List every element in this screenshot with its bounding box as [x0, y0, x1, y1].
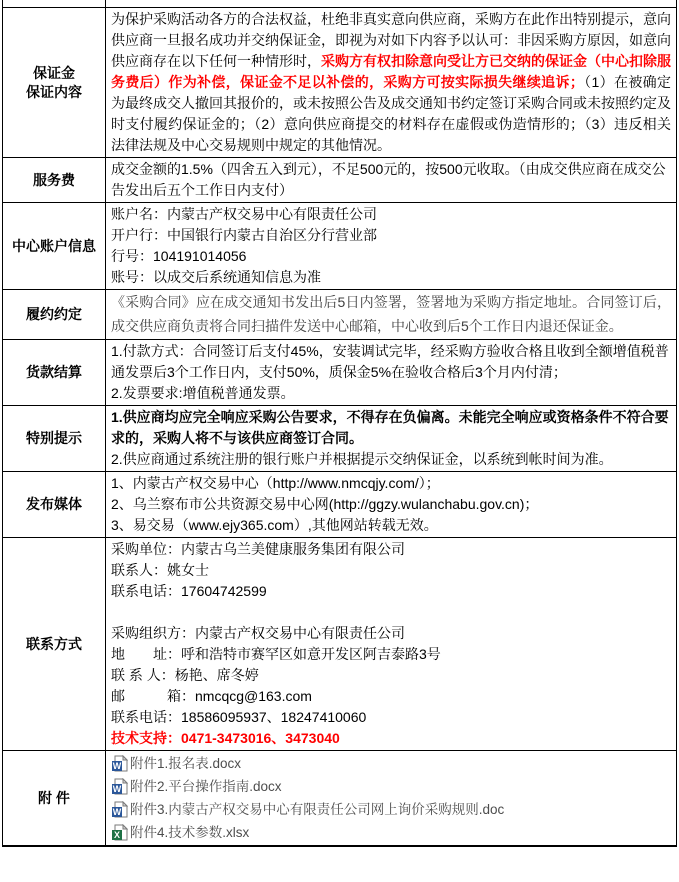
account-bank-line: 开户行：中国银行内蒙古自治区分行营业部 — [111, 227, 377, 243]
contact-email-line: 邮 箱：nmcqcg@163.com — [111, 688, 312, 704]
row-special-notice — [3, 406, 677, 472]
performance-content: 《采购合同》应在成交通知书发出后5日内签署，签署地为采购方指定地址。合同签订后，成交供应商负责将合同扫描件发送中心邮箱，中心收到后5个工作日内退还保证金。 — [106, 290, 677, 340]
special-notice-normal-line: 2.供应商通过系统注册的银行账户并根据提示交纳保证金，以系统到帐时间为准。 — [111, 451, 613, 467]
attachment-name: 附件4.技术参数.xlsx — [130, 825, 250, 840]
svg-text:W: W — [112, 807, 122, 817]
row-service-fee — [3, 158, 677, 203]
procurement-info-table — [2, 0, 677, 847]
contact-phone2-line: 联系电话：18586095937、18247410060 — [111, 709, 367, 725]
attachment-item-2[interactable] — [111, 775, 671, 798]
attachment-name: 附件1.报名表.docx — [130, 756, 242, 771]
center-account-content — [106, 203, 677, 290]
account-number-line: 账号：以成交后系统通知信息为准 — [111, 269, 321, 285]
media-line-ejy365: 3、易交易（www.ejy365.com）,其他网站转载无效。 — [111, 517, 438, 533]
svg-text:W: W — [112, 784, 122, 794]
deposit-label-line1: 保证金 — [33, 64, 75, 81]
cropped-label-cell — [3, 0, 106, 8]
svg-text:W: W — [112, 761, 122, 771]
attachment-item-4[interactable] — [111, 821, 671, 844]
deposit-label-line2: 保证内容 — [26, 83, 82, 100]
word-doc-icon — [111, 778, 128, 795]
cropped-top-row — [3, 0, 677, 8]
contact-tech-support-line: 技术支持：0471-3473016、3473040 — [111, 730, 340, 746]
contact-person1-line: 联系人：姚女士 — [111, 562, 209, 578]
contact-organizer-line: 采购组织方：内蒙古产权交易中心有限责任公司 — [111, 625, 405, 641]
attachment-name: 附件2.平台操作指南.docx — [130, 779, 282, 794]
attachment-name: 附件3.内蒙古产权交易中心有限责任公司网上询价采购规则.doc — [130, 802, 505, 817]
attachments-label: 附 件 — [3, 751, 106, 847]
deposit-text-lead: 为保护采购活动各方的合法权益，杜绝非真实意向供应商，采购方在此作出特别提示，意向供应商一旦报名成功并交纳保证金，即视为对如下内容予以认可：非因采购方原因，如意向供应商存在以下任何一种情形时， — [111, 11, 671, 69]
row-attachments — [3, 751, 677, 847]
service-fee-content: 成交金额的1.5%（四舍五入到元），不足500元的，按500元收取。（由成交供应商在成交公告发出后五个工作日内支付） — [106, 158, 677, 203]
word-doc-icon — [111, 801, 128, 818]
media-line-nmcqjy: 1、内蒙古产权交易中心（http://www.nmcqjy.com/）； — [111, 475, 440, 491]
special-notice-label: 特别提示 — [3, 406, 106, 472]
row-contact-info — [3, 538, 677, 751]
contact-address-line: 地 址：呼和浩特市赛罕区如意开发区阿吉泰路3号 — [111, 646, 441, 662]
account-name-line: 账户名：内蒙古产权交易中心有限责任公司 — [111, 206, 377, 222]
special-notice-content — [106, 406, 677, 472]
payment-method-line: 1.付款方式：合同签订后支付45%，安装调试完毕，经采购方验收合格且收到全额增值税普通发票后3个工作日内，支付50%，质保金5%在验收合格后3个月内付清； — [111, 343, 669, 380]
payment-invoice-line: 2.发票要求:增值税普通发票。 — [111, 385, 295, 401]
service-fee-label: 服务费 — [3, 158, 106, 203]
contact-content — [106, 538, 677, 751]
attachments-content — [106, 751, 677, 847]
publish-media-label: 发布媒体 — [3, 472, 106, 538]
attachment-item-3[interactable] — [111, 798, 671, 821]
deposit-label-cell — [3, 8, 106, 158]
row-publish-media — [3, 472, 677, 538]
publish-media-content — [106, 472, 677, 538]
account-bankno-line: 行号：104191014056 — [111, 248, 247, 264]
deposit-red-warning-text: 采购方有权扣除意向受让方已交纳的保证金（中心扣除服务费后）作为补偿，保证金不足以补偿的，采购方可按实际损失继续追诉； — [111, 53, 671, 90]
payment-content — [106, 340, 677, 406]
row-performance-agreement — [3, 290, 677, 340]
contact-phone1-line: 联系电话：17604742599 — [111, 583, 267, 599]
contact-person2-line: 联 系 人：杨艳、席冬婷 — [111, 667, 259, 683]
row-center-account — [3, 203, 677, 290]
row-payment-settlement — [3, 340, 677, 406]
contact-label: 联系方式 — [3, 538, 106, 751]
media-line-wulanchabu: 2、乌兰察布市公共资源交易中心网(http://ggzy.wulanchabu.gov.cn)； — [111, 496, 539, 512]
row-deposit — [3, 8, 677, 158]
deposit-text-tail: （1）在被确定为最终成交人撤回其报价的，或未按照公告及成交通知书约定签订采购合同或未按照约定及时支付履约保证金的；（2）意向供应商提交的材料存在虚假或伪造情形的；（3）违反相关法律法规及中心交易规则中规定的其他情况。 — [111, 74, 671, 153]
attachment-item-1[interactable] — [111, 752, 671, 775]
svg-text:X: X — [113, 830, 121, 840]
contact-blank-line — [111, 602, 671, 623]
special-notice-bold-line: 1.供应商均应完全响应采购公告要求，不得存在负偏离。未能完全响应或资格条件不符合要求的，采购人将不与该供应商签订合同。 — [111, 409, 669, 446]
payment-label: 货款结算 — [3, 340, 106, 406]
word-doc-icon — [111, 755, 128, 772]
performance-label: 履约约定 — [3, 290, 106, 340]
excel-doc-icon — [111, 824, 128, 841]
cropped-content-cell — [106, 0, 677, 8]
deposit-content-cell — [106, 8, 677, 158]
contact-purchaser-line: 采购单位：内蒙古乌兰美健康服务集团有限公司 — [111, 541, 405, 557]
center-account-label: 中心账户信息 — [3, 203, 106, 290]
